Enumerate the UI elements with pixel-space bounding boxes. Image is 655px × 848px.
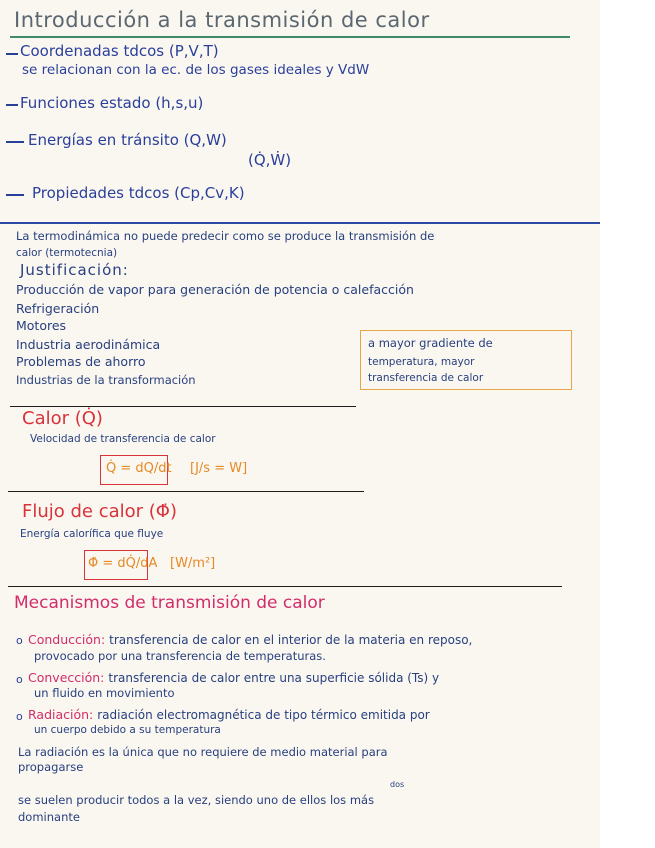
divider-line [8,491,364,492]
simultaneous-note: se suelen producir todos a la vez, siendo uno de ellos los más [18,793,375,807]
note-line: temperatura, mayor [368,356,475,368]
bullet-icon: o [16,710,23,723]
section-divider [0,222,600,224]
mechanism-label: Radiación: [28,707,94,722]
page-margin [600,0,655,848]
mechanism-text-cont: provocado por una transferencia de temperaturas. [34,649,326,663]
intro-line-3b: (Q̇,Ẇ) [248,151,292,169]
intro-line-1b: se relacionan con la ec. de los gases ideales y VdW [22,62,370,78]
flujo-title: Flujo de calor (Φ̇) [22,501,177,522]
mechanism-label: Convección: [28,670,105,685]
mechanism-item-conduction [28,634,472,647]
justification-item: Producción de vapor para generación de potencia o calefacción [16,282,414,297]
note-line: transferencia de calor [368,372,484,384]
mechanism-text: radiación electromagnética de tipo térmico emitida por [97,708,430,722]
note-line: a mayor gradiente de [368,336,493,350]
radiation-note: La radiación es la única que no requiere de medio material para [18,745,388,759]
simultaneous-note-2: dominante [18,810,80,824]
intro-line-2: Funciones estado (h,s,u) [20,94,204,112]
justification-item: Problemas de ahorro [16,354,146,369]
mechanism-text-cont: un cuerpo debido a su temperatura [34,724,221,736]
divider-line [10,406,356,407]
flujo-unit: [W/m²] [170,556,216,571]
dash-mark [6,141,24,143]
intro-line-1: Coordenadas tdcos (P,V,T) [20,42,219,60]
page-title: Introducción a la transmisión de calor [14,8,430,32]
calor-title: Calor (Q̇) [22,408,103,429]
divider-line [8,586,562,587]
mechanism-text-cont: un fluido en movimiento [34,686,175,700]
intro-line-3: Energías en tránsito (Q,W) [28,131,227,149]
bullet-icon: o [16,634,23,647]
justification-item: Motores [16,318,67,333]
justification-item: Industria aerodinámica [16,337,161,352]
mechanism-text: transferencia de calor entre una superficie sólida (Ts) y [108,671,440,685]
flujo-description: Energía calorífica que fluye [20,528,164,540]
dash-mark [6,104,18,106]
mechanism-item-radiation [28,709,430,722]
dash-mark [6,194,24,196]
inserted-note: dos [390,780,405,789]
thermo-paragraph: La termodinámica no puede predecir como se produce la transmisión de [16,229,435,243]
thermo-paragraph-2: calor (termotecnia) [16,247,118,259]
mechanism-label: Conducción: [28,632,106,647]
intro-line-4: Propiedades tdcos (Cp,Cv,K) [32,184,245,202]
calor-formula: Q̇ = dQ/dt [106,461,172,476]
flujo-formula: Φ̇ = dQ̇/dA [88,556,158,571]
radiation-note-2: propagarse [18,760,84,774]
title-underline [10,36,570,38]
calor-description: Velocidad de transferencia de calor [30,433,216,445]
mecanismos-title: Mecanismos de transmisión de calor [14,593,325,613]
bullet-icon: o [16,673,23,686]
mechanism-text: transferencia de calor en el interior de la materia en reposo, [109,633,473,647]
dash-mark [6,53,18,55]
calor-unit: [J/s = W] [190,461,248,476]
justification-heading: Justificación: [20,261,129,279]
justification-item: Industrias de la transformación [16,373,196,387]
justification-item: Refrigeración [16,301,100,316]
mechanism-item-convection [28,672,439,685]
